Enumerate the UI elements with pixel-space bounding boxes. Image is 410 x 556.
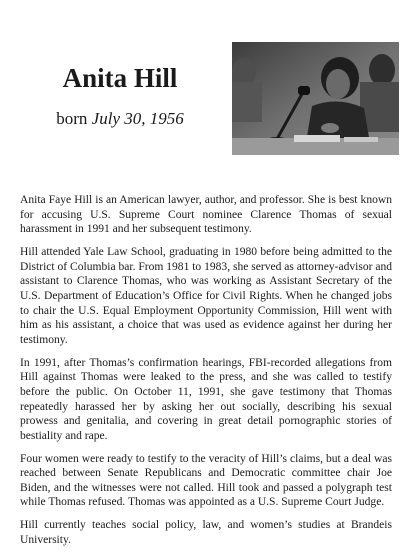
birth-date: July 30, 1956 <box>91 109 184 128</box>
paragraph: Anita Faye Hill is an American lawyer, author, and professor. She is best known for accusing U.S. Supreme Court nominee Clarence Thomas of sexual harassment in 1991 and her subsequent testimony. <box>20 194 392 236</box>
paragraph: Four women were ready to testify to the veracity of Hill’s claims, but a deal was reached between Senate Republicans and Democratic committee chair Joe Biden, and the witnesses were not called. Hill took and passed a polygraph test while Thomas refused. Thomas was appointed as a U.S. Supreme Court Judge. <box>20 452 392 509</box>
biography-text <box>20 193 392 556</box>
paragraph: Hill currently teaches social policy, law, and women’s studies at Brandeis University. <box>20 519 392 547</box>
page-title: Anita Hill <box>62 63 178 93</box>
portrait-photo-illustration <box>232 42 399 155</box>
born-label: born <box>56 109 88 128</box>
birth-line <box>20 108 220 130</box>
paragraph: Hill attended Yale Law School, graduating in 1980 before being admitted to the District of Columbia bar. From 1981 to 1983, she served as attorney-advisor and assistant to Clarence Thomas, who was working as Assistant Secretary of the U.S. Department of Education’s Office for Civil Rights. When he changed jobs to chair the U.S. Equal Employment Opportunity Commission, Hill went with him as his assistant, a choice that was used as evidence against her during her testimony. <box>20 246 392 346</box>
paragraph: In 1991, after Thomas’s confirmation hearings, FBI-recorded allegations from Hill against Thomas were leaked to the press, and she was called to testify before the public. On October 11, 1991, she gave testimony that Thomas repeatedly harassed her by asking her out socially, describing his sexual prowess and genitalia, and covering in great detail pornographic stories of bestiality and rape. <box>20 356 392 442</box>
portrait-photo <box>232 42 399 155</box>
